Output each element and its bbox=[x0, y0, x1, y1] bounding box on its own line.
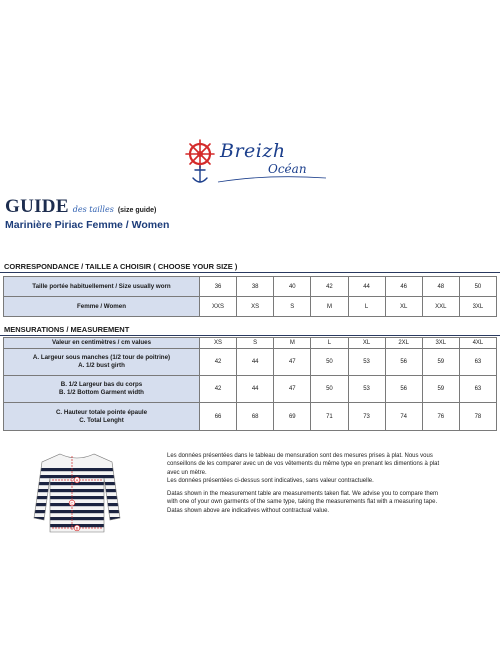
table-cell: L bbox=[348, 297, 385, 317]
table-cell: 59 bbox=[422, 349, 459, 376]
size-header: L bbox=[311, 338, 348, 349]
table-cell: M bbox=[311, 297, 348, 317]
description-line: Datas shown in the measurement table are measurements taken flat. We advise you to compare them bbox=[167, 491, 439, 497]
table-row bbox=[4, 277, 497, 297]
brand-name-main: Breizh bbox=[220, 140, 286, 162]
table-cell: 44 bbox=[348, 277, 385, 297]
row-label: Taille portée habituellement / Size usually worn bbox=[4, 277, 200, 297]
row-label-en: A. 1/2 bust girth bbox=[78, 362, 125, 369]
section-divider bbox=[0, 335, 500, 336]
description-line: Datas shown above are indicatives without contractual value. bbox=[167, 507, 330, 514]
description-line: conseillons de les comparer avec un de vos vêtements du même type en prenant les dimentions à plat bbox=[167, 461, 440, 468]
table-cell: 3XL bbox=[459, 297, 496, 317]
table-cell: 40 bbox=[274, 277, 311, 297]
table-cell: 42 bbox=[311, 277, 348, 297]
row-label bbox=[4, 349, 200, 376]
row-label: Femme / Women bbox=[4, 297, 200, 317]
row-label bbox=[4, 403, 200, 431]
table-cell: 53 bbox=[348, 349, 385, 376]
measurement-section-title: MENSURATIONS / MEASUREMENT bbox=[4, 325, 130, 334]
table-cell: 46 bbox=[385, 277, 422, 297]
marker-a: A bbox=[75, 477, 79, 483]
table-cell: 74 bbox=[385, 403, 422, 431]
table-cell: XL bbox=[385, 297, 422, 317]
table-cell: 68 bbox=[237, 403, 274, 431]
table-cell: 53 bbox=[348, 376, 385, 403]
size-header: S bbox=[237, 338, 274, 349]
table-row bbox=[4, 349, 497, 376]
table-cell: XXS bbox=[200, 297, 237, 317]
table-cell: 50 bbox=[459, 277, 496, 297]
table-cell: 78 bbox=[459, 403, 496, 431]
size-header: XL bbox=[348, 338, 385, 349]
size-header: M bbox=[274, 338, 311, 349]
table-cell: 50 bbox=[311, 349, 348, 376]
table-cell: 42 bbox=[200, 376, 237, 403]
row-label-fr: C. Hauteur totale pointe épaule bbox=[55, 408, 148, 416]
table-cell: XS bbox=[237, 297, 274, 317]
description-en bbox=[167, 490, 467, 515]
description-line: Les données présentées dans le tableau de mensuration sont des mesures prises à plat. Nous vous bbox=[167, 453, 433, 459]
table-cell: XXL bbox=[422, 297, 459, 317]
table-cell: 44 bbox=[237, 376, 274, 403]
table-cell: 50 bbox=[311, 376, 348, 403]
table-row bbox=[4, 376, 497, 403]
description-fr bbox=[167, 452, 467, 486]
size-header: 2XL bbox=[385, 338, 422, 349]
table-cell: 47 bbox=[274, 376, 311, 403]
row-label-en: C. Total Lenght bbox=[79, 416, 124, 424]
table-cell: 63 bbox=[459, 376, 496, 403]
table-cell: 36 bbox=[200, 277, 237, 297]
product-title: Marinière Piriac Femme / Women bbox=[5, 219, 170, 231]
table-cell: 56 bbox=[385, 376, 422, 403]
striped-sweater-icon bbox=[32, 448, 122, 536]
table-cell: 63 bbox=[459, 349, 496, 376]
size-header: 3XL bbox=[422, 338, 459, 349]
table-cell: 73 bbox=[348, 403, 385, 431]
size-header: 4XL bbox=[459, 338, 496, 349]
table-cell: 76 bbox=[422, 403, 459, 431]
table-header-row bbox=[4, 338, 497, 349]
table-cell: 42 bbox=[200, 349, 237, 376]
table-row bbox=[4, 403, 497, 431]
guide-subtitle: des tailles bbox=[72, 205, 114, 214]
row-label-fr: B. 1/2 Largeur bas du corps bbox=[60, 381, 143, 388]
guide-title: GUIDE bbox=[5, 196, 69, 217]
correspondance-table bbox=[3, 276, 497, 317]
table-cell: 69 bbox=[274, 403, 311, 431]
correspondance-section-title: CORRESPONDANCE / TAILLE A CHOISIR ( CHOOSE YOUR SIZE ) bbox=[4, 262, 238, 271]
table-cell: 66 bbox=[200, 403, 237, 431]
row-label-fr: A. Largeur sous manches (1/2 tour de poitrine) bbox=[32, 354, 171, 361]
guide-size-note: (size guide) bbox=[117, 207, 157, 214]
table-cell: 56 bbox=[385, 349, 422, 376]
table-row bbox=[4, 297, 497, 317]
brand-name-secondary: Océan bbox=[268, 162, 307, 176]
table-cell: S bbox=[274, 297, 311, 317]
size-header: XS bbox=[200, 338, 237, 349]
description-line: avec un mètre. bbox=[167, 469, 207, 476]
marker-c: C bbox=[70, 500, 74, 506]
section-divider bbox=[0, 272, 500, 273]
description-line: Les données présentées ci-dessus sont indicatives, sans valeur contractuelle. bbox=[167, 478, 374, 485]
table-cell: 71 bbox=[311, 403, 348, 431]
guide-heading bbox=[5, 196, 156, 218]
measurement-table bbox=[3, 337, 497, 431]
table-cell: 47 bbox=[274, 349, 311, 376]
table-cell: 59 bbox=[422, 376, 459, 403]
marker-b: B bbox=[75, 525, 79, 531]
table-cell: 38 bbox=[237, 277, 274, 297]
table-cell: 48 bbox=[422, 277, 459, 297]
description-line: with one of your own garments of the same type, taking the measurements flat with a measuring tape. bbox=[167, 499, 438, 506]
header-label: Valeur en centimètres / cm values bbox=[4, 338, 200, 349]
row-label-en: B. 1/2 Bottom Garment width bbox=[59, 389, 144, 396]
table-cell: 44 bbox=[237, 349, 274, 376]
row-label bbox=[4, 376, 200, 403]
